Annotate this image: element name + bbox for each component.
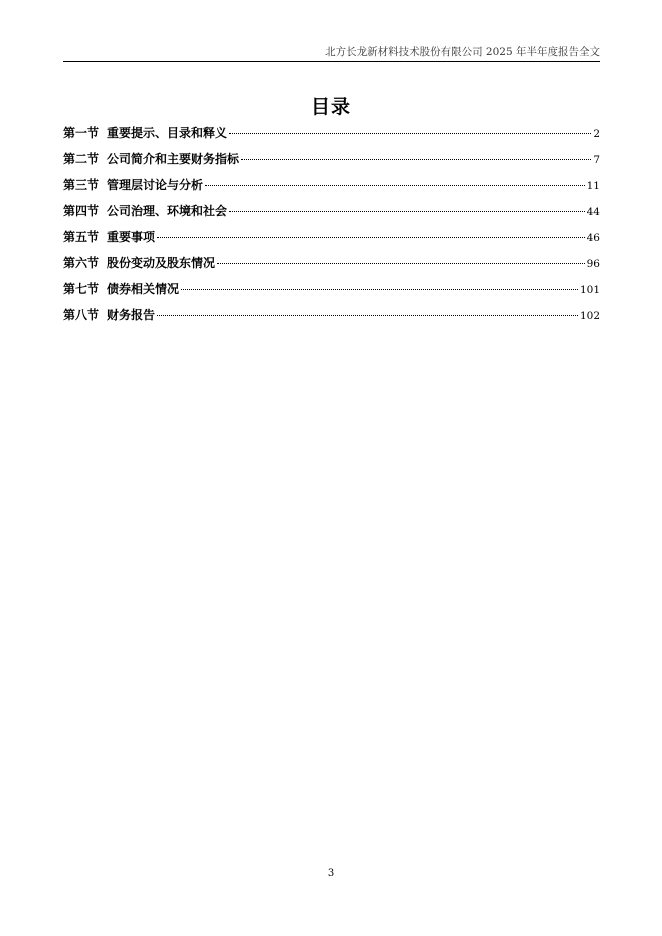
- dot-leader: [181, 289, 578, 290]
- toc-page-number: 101: [579, 284, 600, 296]
- toc-section-title: 公司治理、环境和社会: [107, 204, 228, 218]
- toc-entry[interactable]: [63, 124, 600, 150]
- toc-page-number: 96: [586, 258, 600, 270]
- toc-section-title: 公司简介和主要财务指标: [107, 152, 240, 166]
- toc-section-title: 债券相关情况: [107, 282, 180, 296]
- toc-section-title: 财务报告: [107, 308, 156, 322]
- toc-entry[interactable]: [63, 306, 600, 332]
- toc-page-number: 11: [586, 180, 600, 192]
- page-number: 3: [327, 868, 335, 879]
- toc-section-number: 第三节: [63, 178, 100, 192]
- toc-section-number: 第四节: [63, 204, 100, 218]
- toc-section-number: 第一节: [63, 126, 100, 140]
- dot-leader: [229, 133, 591, 134]
- toc-title: 目录: [310, 96, 351, 118]
- toc-entry[interactable]: [63, 254, 600, 280]
- toc-page-number: 7: [593, 154, 600, 166]
- toc-page-number: 102: [579, 310, 600, 322]
- dot-leader: [157, 315, 578, 316]
- toc-entry[interactable]: [63, 228, 600, 254]
- toc-entry[interactable]: [63, 176, 600, 202]
- table-of-contents: [63, 124, 600, 332]
- toc-entry[interactable]: [63, 280, 600, 306]
- toc-section-number: 第六节: [63, 256, 100, 270]
- dot-leader: [217, 263, 585, 264]
- toc-entry[interactable]: [63, 202, 600, 228]
- toc-section-title: 股份变动及股东情况: [107, 256, 216, 270]
- toc-page-number: 2: [593, 128, 600, 140]
- dot-leader: [205, 185, 585, 186]
- toc-page-number: 46: [586, 232, 600, 244]
- dot-leader: [157, 237, 585, 238]
- dot-leader: [229, 211, 585, 212]
- toc-entry[interactable]: [63, 150, 600, 176]
- running-header: 北方长龙新材料技术股份有限公司 2025 年半年度报告全文: [325, 46, 600, 58]
- dot-leader: [241, 159, 591, 160]
- header-rule: [63, 61, 600, 62]
- toc-section-title: 重要事项: [107, 230, 156, 244]
- toc-page-number: 44: [586, 206, 600, 218]
- toc-section-number: 第五节: [63, 230, 100, 244]
- toc-section-title: 管理层讨论与分析: [107, 178, 204, 192]
- toc-section-title: 重要提示、目录和释义: [107, 126, 228, 140]
- toc-section-number: 第七节: [63, 282, 100, 296]
- toc-section-number: 第二节: [63, 152, 100, 166]
- toc-section-number: 第八节: [63, 308, 100, 322]
